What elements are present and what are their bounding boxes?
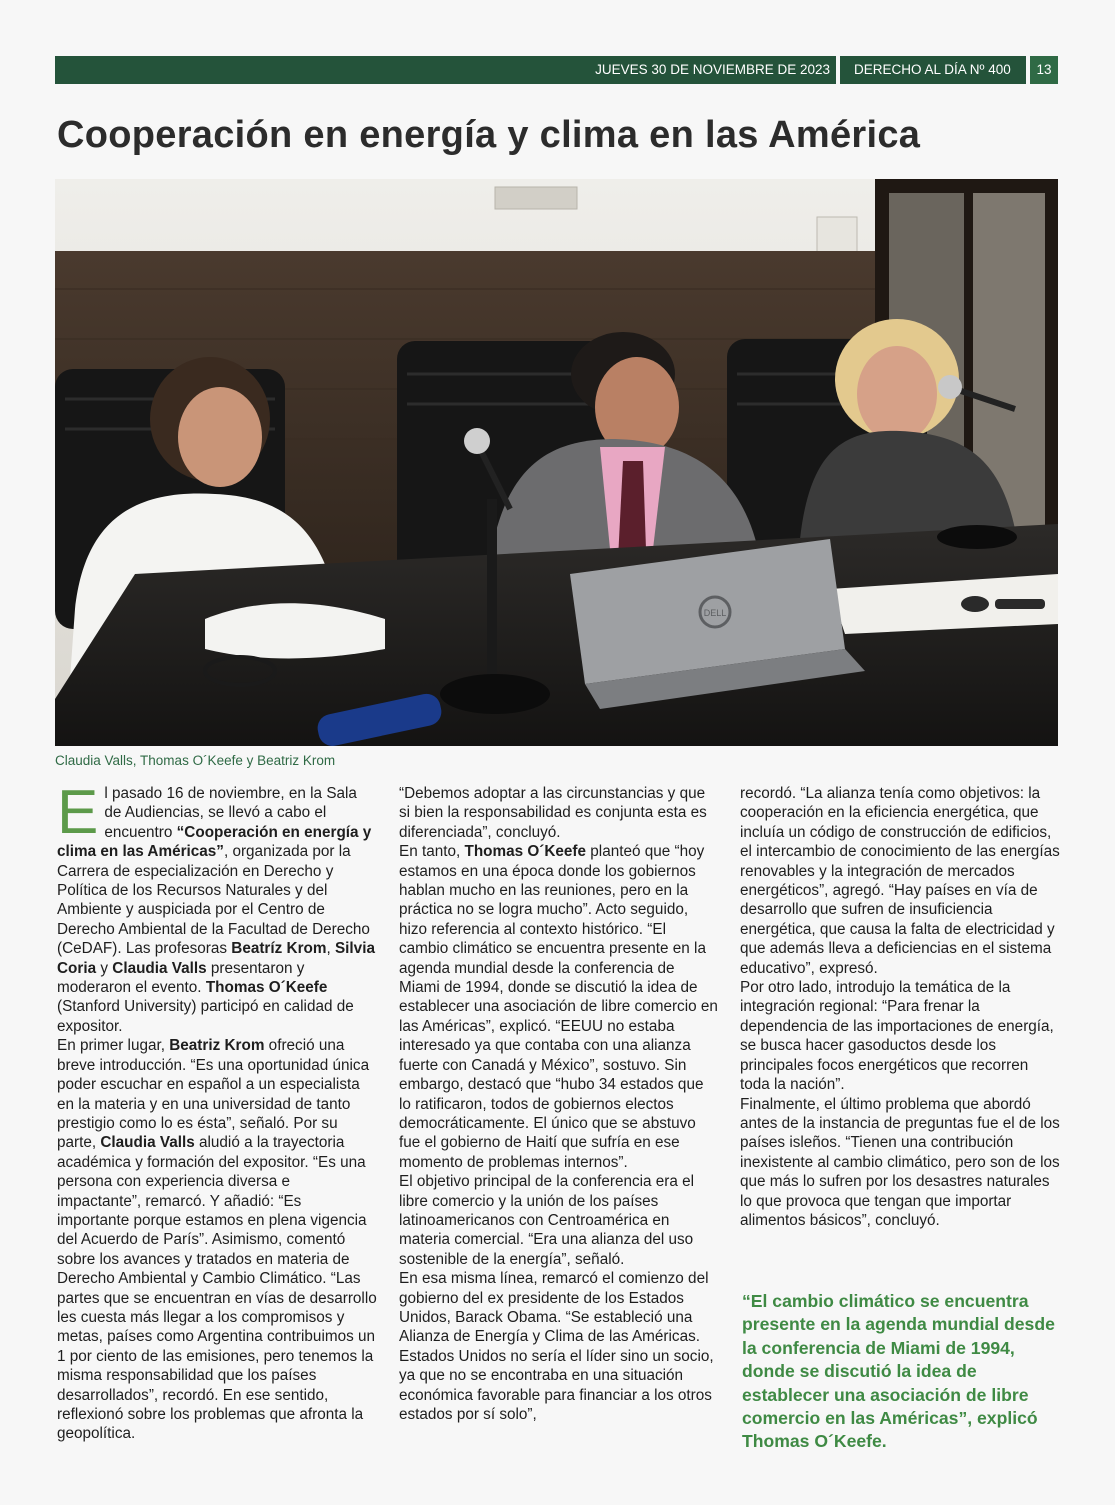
recorder bbox=[995, 599, 1045, 609]
article-column-3 bbox=[740, 784, 1060, 1230]
body-text: En tanto, bbox=[399, 843, 465, 861]
wall-fixture bbox=[495, 187, 577, 209]
article-column-2 bbox=[399, 784, 719, 1424]
article-paragraph bbox=[399, 1269, 719, 1424]
header-publication: DERECHO AL DÍA Nº 400 bbox=[854, 62, 1011, 77]
article-paragraph bbox=[740, 1095, 1060, 1231]
article-paragraph bbox=[57, 778, 377, 1036]
body-text: , organizada por la Carrera de especialización en Derecho y Política de los Recursos Naturales y del Ambiente y auspiciada por el Centro de Derecho Ambiental de la Facultad de Derecho (CeDAF). Las profesoras bbox=[57, 843, 370, 958]
microphone-left-stand bbox=[487, 499, 497, 679]
article-paragraph bbox=[399, 842, 719, 1172]
emphasized-text: Thomas O´Keefe bbox=[205, 979, 328, 997]
article-title: Cooperación en energía y clima en las América bbox=[57, 114, 921, 156]
body-text: En primer lugar, bbox=[57, 1037, 170, 1055]
body-text: l pasado 16 de noviembre, en la Sala de Audiencias, se llevó a cabo el encuentro bbox=[104, 785, 357, 841]
article-paragraph bbox=[57, 1036, 377, 1444]
body-text: recordó. “La alianza tenía como objetivos: la cooperación en la eficiencia energética, que incluía un código de construcción de edificios, el intercambio de conocimiento de las energías renovables y la integración de mercados energéticos”, agregó. “Hay países en vía de desarrollo que sufren de insuficiencia energética, que causa la falta de electricidad y que además lleva a deficiencias en el sistema educativo”, expresó. bbox=[740, 785, 1060, 977]
body-text: planteó que “hoy estamos en una época donde los gobiernos hablan mucho en las reuniones, pero en la práctica no se logra mucho”. Acto seguido, hizo referencia al contexto histórico. “El cambio climático se encuentra presente en la agenda mundial desde la conferencia de Miami de 1994, donde se discutió la idea de establecer una asociación de libre comercio en las Américas”, explicó. “EEUU no estaba interesado ya que contaba con una alianza fuerte con Canadá y México”, sostuvo. Sin embargo, destacó que “hubo 34 estados que lo ratificaron, todos de gobiernos electos democráticamente. El único que se abstuvo fue el gobierno de Haití que sufría en ese momento de problemas internos”. bbox=[399, 843, 718, 1171]
drop-cap: E bbox=[57, 778, 99, 847]
laptop-logo: DELL bbox=[703, 608, 727, 618]
body-text: Por otro lado, introdujo la temática de la integración regional: “Para frenar la dependencia de las importaciones de energía, se busca hacer gasoductos desde los principales focos energéticos que recorren toda la nación”. bbox=[740, 979, 1054, 1094]
microphone-right-head bbox=[938, 375, 962, 399]
body-text: ofreció una breve introducción. “Es una oportunidad única poder escuchar en español a un especialista en la materia y en una universidad de tanto prestigio como lo es ésta”, señaló. Por su parte, bbox=[57, 1037, 370, 1152]
person-right-face bbox=[857, 346, 937, 442]
emphasized-text: Beatriz Krom bbox=[169, 1037, 265, 1055]
body-text: presentaron y moderaron el evento. bbox=[57, 959, 305, 997]
photo-caption: Claudia Valls, Thomas O´Keefe y Beatriz Krom bbox=[55, 753, 336, 768]
article-paragraph bbox=[399, 784, 719, 842]
body-text: Finalmente, el último problema que abordó antes de la instancia de preguntas fue el de los países isleños. “Tienen una contribución inexistente al cambio climático, pero son de los que más lo sufren por los desastres naturales lo que provoca que tengan que importar alimentos básicos”, concluyó. bbox=[740, 1095, 1060, 1229]
emphasized-text: Silvia Coria bbox=[57, 940, 375, 977]
emphasized-text: Claudia Valls bbox=[112, 959, 207, 977]
article-paragraph bbox=[740, 978, 1060, 1094]
wall-keypad bbox=[817, 217, 857, 253]
article-paragraph bbox=[399, 1172, 719, 1269]
header-date: JUEVES 30 DE NOVIEMBRE DE 2023 bbox=[595, 62, 830, 77]
body-text: “Debemos adoptar a las circunstancias y que si bien la responsabilidad es conjunta esta es diferenciada”, concluyó. bbox=[399, 785, 707, 841]
body-text: y bbox=[96, 959, 113, 977]
body-text: El objetivo principal de la conferencia era el libre comercio y la unión de los países latinoamericanos con Centroamérica en materia comercial. “Era una alianza del uso sostenible de la energía”, señaló. bbox=[399, 1173, 695, 1268]
emphasized-text: Claudia Valls bbox=[100, 1134, 195, 1152]
recorder bbox=[961, 596, 989, 612]
emphasized-text: Thomas O´Keefe bbox=[464, 843, 587, 861]
body-text: En esa misma línea, remarcó el comienzo del gobierno del ex presidente de los Estados Unidos, Barack Obama. “Se estableció una Alianza de Energía y Clima de las Américas. Estados Unidos no sería el líder sino un socio, ya que no se encontraba en una situación económica favorable para financiar a los otros estados por sí solo”, bbox=[399, 1270, 714, 1423]
microphone-left-base bbox=[440, 674, 550, 714]
person-left-face bbox=[178, 387, 262, 487]
emphasized-text: “Cooperación en energía y clima en las Américas” bbox=[57, 823, 372, 861]
page-number: 13 bbox=[1030, 56, 1058, 84]
microphone-right-base bbox=[937, 525, 1017, 549]
article-photo bbox=[55, 179, 1058, 746]
microphone-left-head bbox=[464, 428, 490, 454]
body-text: , bbox=[326, 940, 335, 958]
body-text: (Stanford University) participó en calidad de expositor. bbox=[57, 998, 354, 1035]
article-column-1 bbox=[57, 778, 377, 1444]
emphasized-text: Beatríz Krom bbox=[231, 940, 327, 958]
article-paragraph bbox=[740, 784, 1060, 978]
body-text: aludió a la trayectoria académica y formación del expositor. “Es una persona con experiencia diversa e impactante”, remarcó. Y añadió: “Es importante porque estamos en plena vigencia del Acuerdo de París”. Asimismo, comentó sobre los avances y tratados en materia de Derecho Ambiental y Cambio Climático. “Las partes que se encuentran en vías de desarrollo les cuesta más llegar a los compromisos y metas, países como Argentina contribuimos un 1 por ciento de las emisiones, pero tenemos la misma responsabilidad que los países desarrollados”, recordó. En ese sentido, reflexionó sobre los problemas que afronta la geopolítica. bbox=[57, 1134, 377, 1443]
pull-quote: “El cambio climático se encuentra presente en la agenda mundial desde la conferencia de Miami de 1994, donde se discutió la idea de establecer una asociación de libre comercio en las Américas”, explicó Thomas O´Keefe. bbox=[742, 1291, 1055, 1452]
